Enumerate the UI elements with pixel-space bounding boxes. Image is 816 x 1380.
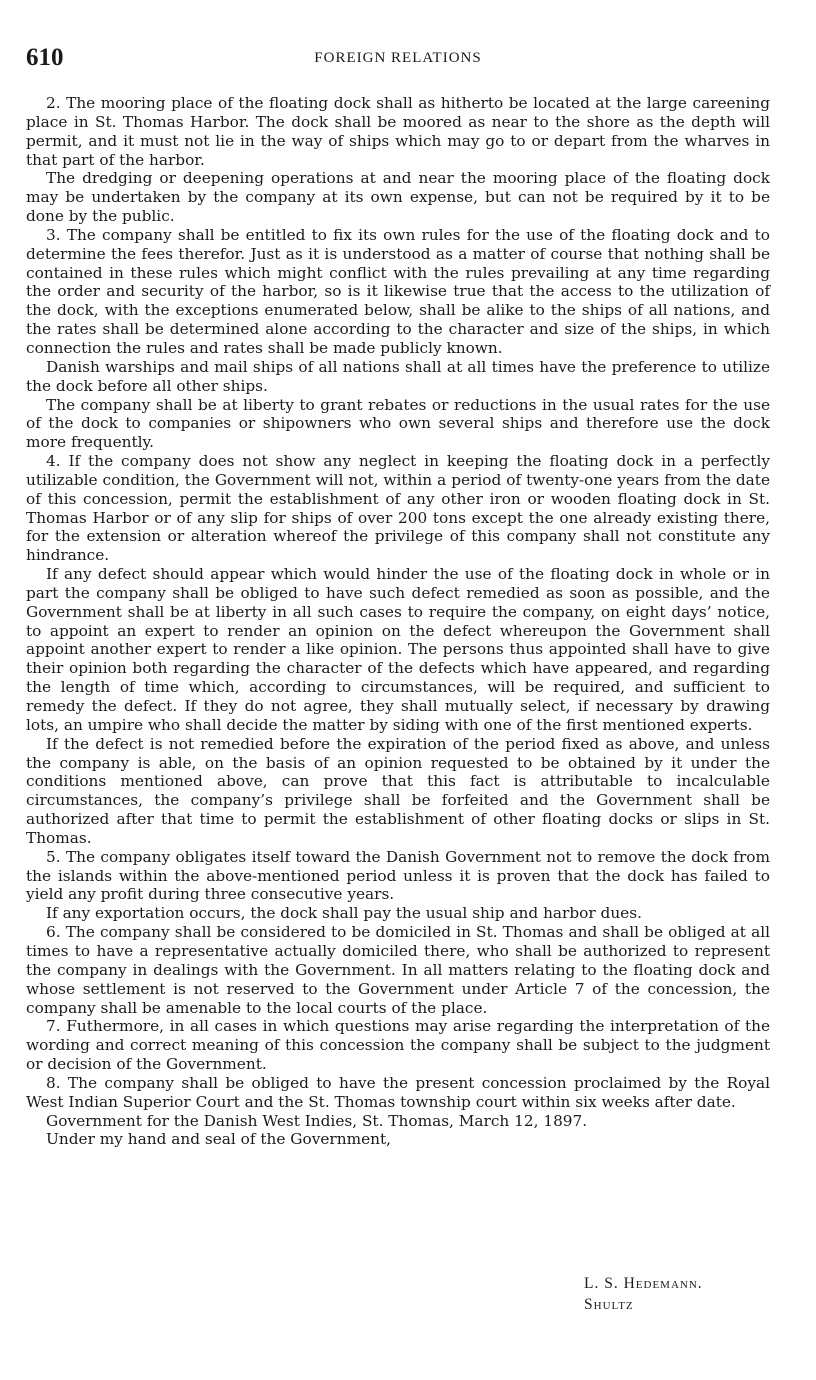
signature-hedemann: L. S. Hedemann. <box>584 1275 703 1292</box>
running-head: FOREIGN RELATIONS <box>314 50 482 66</box>
paragraph-dredging: The dredging or deepening operations at and near the mooring place of the floating dock may be undertaken by the company at its own expense, but can not be required by it to be done by the public. <box>26 169 770 226</box>
signature-block <box>584 1273 703 1315</box>
paragraph-article-6: 6. The company shall be considered to be domiciled in St. Thomas and shall be obliged at all times to have a representative actually domiciled there, who shall be authorized to represent the company in dealings with the Government. In all matters relating to the floating dock and whose settlement is not reserved to the Government under Article 7 of the concession, the company shall be amenable to the local courts of the place. <box>26 923 770 1017</box>
paragraph-article-4: 4. If the company does not show any neglect in keeping the floating dock in a perfectly utilizable condition, the Government will not, within a period of twenty-one years from the date of this concession, permit the establishment of any other iron or wooden floating dock in St. Thomas Harbor or of any slip for ships of over 200 tons except the one already existing there, for the extension or alteration whereof the privilege of this company shall not constitute any hindrance. <box>26 452 770 565</box>
paragraph-defect: If any defect should appear which would hinder the use of the floating dock in whole or in part the company shall be obliged to have such defect remedied as soon as possible, and the Government shall be at liberty in all such cases to require the company, on eight days’ notice, to appoint an expert to render an opinion on the defect whereupon the Government shall appoint another expert to render a like opinion. The persons thus appointed shall have to give their opinion both regarding the character of the defects which have appeared, and regarding the length of time which, according to circumstances, will be required, and sufficient to remedy the defect. If they do not agree, they shall mutually select, if necessary by drawing lots, an umpire who shall decide the matter by siding with one of the first mentioned experts. <box>26 565 770 734</box>
signature-shultz: Shultz <box>584 1296 634 1313</box>
paragraph-article-8: 8. The company shall be obliged to have the present concession proclaimed by the Royal West Indian Superior Court and the St. Thomas township court within six weeks after date. <box>26 1073 770 1111</box>
paragraph-article-2: 2. The mooring place of the floating dock shall as hitherto be located at the large careening place in St. Thomas Harbor. The dock shall be moored as near to the shore as the depth will permit, and it must not lie in the way of ships which may go to or depart from the wharves in that part of the harbor. <box>26 94 770 169</box>
body-text <box>26 94 770 1149</box>
paragraph-attestation: Under my hand and seal of the Government, <box>46 1130 392 1149</box>
paragraph-rebates: The company shall be at liberty to grant rebates or reductions in the usual rates for the use of the dock to companies or shipowners who own several ships and therefore use the dock more frequently. <box>26 395 770 452</box>
paragraph-dateline: Government for the Danish West Indies, St. Thomas, March 12, 1897. <box>46 1111 588 1130</box>
page-header <box>24 42 772 76</box>
paragraph-article-3: 3. The company shall be entitled to fix its own rules for the use of the floating dock and to determine the fees therefor. Just as it is understood as a matter of course that nothing shall be contained in these rules which might conflict with the rules prevailing at any time regarding the order and security of the harbor, so is it likewise true that the access to the utilization of the dock, with the exceptions enumerated below, shall be alike to the ships of all nations, and the rates shall be determined alone according to the character and size of the ships, in which connection the rules and rates shall be made publicly known. <box>26 225 770 357</box>
paragraph-defect-not-remedied: If the defect is not remedied before the expiration of the period fixed as above, and unless the company is able, on the basis of an opinion requested to be obtained by it under the conditions mentioned above, can prove that this fact is attributable to incalculable circumstances, the company’s privilege shall be forfeited and the Government shall be authorized after that time to permit the establishment of other floating docks or slips in St. Thomas. <box>26 734 770 847</box>
page-number: 610 <box>26 44 64 71</box>
paragraph-article-7: 7. Futhermore, in all cases in which questions may arise regarding the interpretation of the wording and correct meaning of this concession the company shall be subject to the judgment or decision of the Government. <box>26 1017 770 1074</box>
paragraph-article-5: 5. The company obligates itself toward the Danish Government not to remove the dock from the islands within the above-mentioned period unless it is proven that the dock has failed to yield any profit during three consecutive years. <box>26 847 770 904</box>
paragraph-exportation: If any exportation occurs, the dock shall pay the usual ship and harbor dues. <box>46 904 642 923</box>
paragraph-danish-warships: Danish warships and mail ships of all nations shall at all times have the preference to utilize the dock before all other ships. <box>26 357 770 395</box>
